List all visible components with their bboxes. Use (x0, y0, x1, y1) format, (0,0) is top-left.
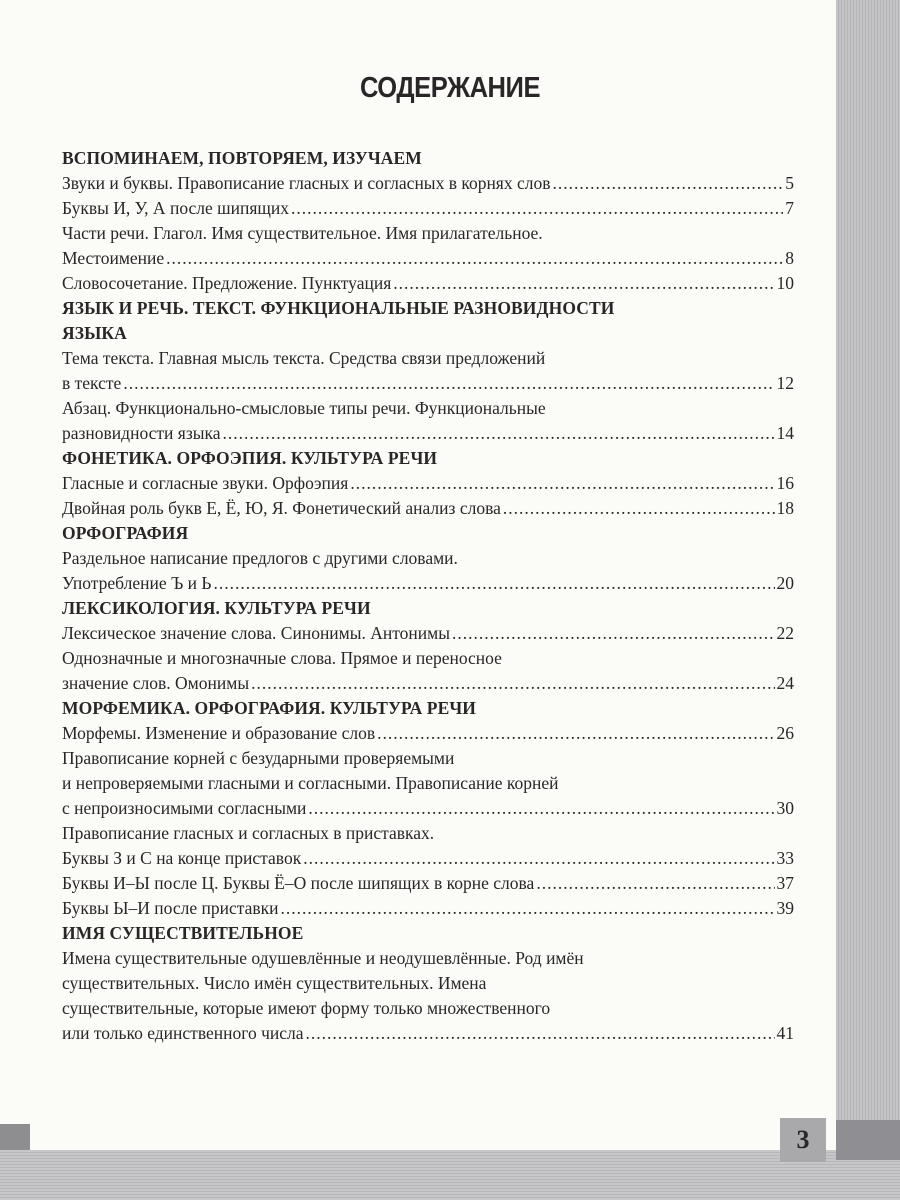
toc-entry-title: Словосочетание. Предложение. Пунктуация (62, 273, 392, 293)
dot-leader (308, 796, 774, 821)
toc-entry-title: с непроизносимыми согласными (62, 798, 307, 818)
toc-entry-title: Морфемы. Изменение и образование слов (62, 723, 376, 743)
dot-leader (251, 671, 774, 696)
toc-entry (62, 496, 794, 521)
dot-leader (306, 1021, 775, 1046)
page-edge-right (836, 0, 900, 1200)
toc-entry-page: 39 (776, 898, 794, 918)
dot-leader (393, 271, 774, 296)
toc-entry-line: Правописание корней с безударными проверяемыми (62, 748, 455, 768)
section-heading-line: ЯЗЫКА (62, 323, 127, 343)
page-number: 3 (780, 1118, 826, 1162)
toc-entry-title: Буквы И–Ы после Ц. Буквы Ё–О после шипящих в корне слова (62, 873, 535, 893)
toc-entry-last-line (62, 896, 794, 921)
toc-entry-last-line (62, 496, 794, 521)
toc-entry (62, 471, 794, 496)
toc-section (62, 596, 794, 696)
table-of-contents (62, 146, 794, 1046)
toc-entry-title: или только единственного числа (62, 1023, 304, 1043)
toc-entry-title: Лексическое значение слова. Синонимы. Антонимы (62, 623, 450, 643)
dot-leader (553, 171, 784, 196)
toc-entry-title: Буквы З и С на конце приставок (62, 848, 302, 868)
toc-section (62, 696, 794, 921)
toc-entry-page: 16 (776, 473, 794, 493)
toc-entry (62, 746, 794, 821)
toc-entry-last-line (62, 246, 794, 271)
toc-entry (62, 946, 794, 1046)
toc-entry-last-line (62, 421, 794, 446)
toc-entry-page: 18 (776, 498, 794, 518)
toc-entry-last-line (62, 271, 794, 296)
dot-leader (223, 421, 775, 446)
toc-entry-line: существительных. Число имён существительных. Имена (62, 973, 487, 993)
toc-entry-page: 5 (785, 173, 794, 193)
toc-entry-last-line (62, 846, 794, 871)
toc-entry-title: Звуки и буквы. Правописание гласных и согласных в корнях слов (62, 173, 551, 193)
dot-leader (350, 471, 774, 496)
page-title: СОДЕРЖАНИЕ (359, 72, 541, 104)
dot-leader (377, 721, 774, 746)
toc-entry-last-line (62, 1021, 794, 1046)
toc-entry-page: 33 (776, 848, 794, 868)
dot-leader (166, 246, 783, 271)
toc-entry-page: 12 (776, 373, 794, 393)
toc-entry (62, 821, 794, 871)
decorative-block-right (836, 1120, 900, 1160)
toc-entry-last-line (62, 796, 794, 821)
toc-entry-page: 22 (776, 623, 794, 643)
section-heading-line: МОРФЕМИКА. ОРФОГРАФИЯ. КУЛЬТУРА РЕЧИ (62, 698, 477, 718)
section-heading-line: ВСПОМИНАЕМ, ПОВТОРЯЕМ, ИЗУЧАЕМ (62, 148, 422, 168)
toc-entry-title: Буквы Ы–И после приставки (62, 898, 279, 918)
toc-entry-line: Раздельное написание предлогов с другими словами. (62, 548, 458, 568)
dot-leader (213, 571, 774, 596)
toc-entry-last-line (62, 171, 794, 196)
section-heading-line: ОРФОГРАФИЯ (62, 523, 189, 543)
toc-section (62, 446, 794, 521)
section-heading-line: ФОНЕТИКА. ОРФОЭПИЯ. КУЛЬТУРА РЕЧИ (62, 448, 438, 468)
toc-entry-page: 8 (785, 248, 794, 268)
toc-entry-title: Местоимение (62, 248, 165, 268)
toc-entry-page: 37 (776, 873, 794, 893)
section-heading (62, 596, 794, 621)
section-heading-line: ЛЕКСИКОЛОГИЯ. КУЛЬТУРА РЕЧИ (62, 598, 371, 618)
dot-leader (281, 896, 775, 921)
dot-leader (291, 196, 783, 221)
section-heading (62, 696, 794, 721)
toc-entry-page: 20 (776, 573, 794, 593)
toc-entry (62, 271, 794, 296)
toc-entry-line: Тема текста. Главная мысль текста. Средства связи предложений (62, 348, 546, 368)
toc-entry-page: 14 (776, 423, 794, 443)
toc-entry-line: Абзац. Функционально-смысловые типы речи. Функциональные (62, 398, 546, 418)
toc-entry (62, 721, 794, 746)
toc-entry (62, 196, 794, 221)
toc-entry-title: Употребление Ъ и Ь (62, 573, 212, 593)
toc-entry-page: 7 (785, 198, 794, 218)
toc-entry-page: 30 (776, 798, 794, 818)
toc-entry-title: Буквы И, У, А после шипящих (62, 198, 289, 218)
toc-entry (62, 621, 794, 646)
toc-entry-line: Имена существительные одушевлённые и неодушевлённые. Род имён (62, 948, 584, 968)
section-heading (62, 921, 794, 946)
section-heading-line: ИМЯ СУЩЕСТВИТЕЛЬНОЕ (62, 923, 304, 943)
toc-entry-title: разновидности языка (62, 423, 221, 443)
toc-section (62, 146, 794, 296)
toc-entry (62, 646, 794, 696)
toc-entry-page: 10 (776, 273, 794, 293)
page-edge-bottom (0, 1150, 900, 1200)
toc-entry-title: в тексте (62, 373, 122, 393)
section-heading (62, 146, 794, 171)
toc-entry-title: Двойная роль букв Е, Ё, Ю, Я. Фонетический анализ слова (62, 498, 501, 518)
toc-entry (62, 396, 794, 446)
section-heading (62, 521, 794, 546)
toc-entry-page: 24 (776, 673, 794, 693)
toc-section (62, 921, 794, 1046)
toc-entry-line: существительные, которые имеют форму только множественного (62, 998, 551, 1018)
dot-leader (536, 871, 774, 896)
toc-entry (62, 171, 794, 196)
decorative-block-left (0, 1124, 30, 1150)
toc-entry-last-line (62, 571, 794, 596)
toc-entry-page: 41 (776, 1023, 794, 1043)
toc-section (62, 296, 794, 446)
dot-leader (503, 496, 775, 521)
toc-entry-last-line (62, 196, 794, 221)
toc-entry-last-line (62, 471, 794, 496)
toc-entry-title: Гласные и согласные звуки. Орфоэпия (62, 473, 349, 493)
toc-entry (62, 871, 794, 896)
toc-entry-last-line (62, 671, 794, 696)
toc-entry-last-line (62, 621, 794, 646)
section-heading-line: ЯЗЫК И РЕЧЬ. ТЕКСТ. ФУНКЦИОНАЛЬНЫЕ РАЗНОВИДНОСТИ (62, 298, 615, 318)
toc-entry-page: 26 (776, 723, 794, 743)
toc-entry-last-line (62, 871, 794, 896)
toc-entry (62, 221, 794, 271)
toc-entry-last-line (62, 721, 794, 746)
toc-entry-line: Части речи. Глагол. Имя существительное. Имя прилагательное. (62, 223, 543, 243)
toc-section (62, 521, 794, 596)
section-heading (62, 446, 794, 471)
toc-entry-line: Правописание гласных и согласных в приставках. (62, 823, 435, 843)
dot-leader (452, 621, 775, 646)
section-heading (62, 296, 794, 346)
dot-leader (123, 371, 774, 396)
toc-entry-line: Однозначные и многозначные слова. Прямое и переносное (62, 648, 502, 668)
toc-entry (62, 896, 794, 921)
dot-leader (303, 846, 774, 871)
toc-entry (62, 546, 794, 596)
toc-entry-last-line (62, 371, 794, 396)
toc-entry-line: и непроверяемыми гласными и согласными. Правописание корней (62, 773, 559, 793)
toc-entry-title: значение слов. Омонимы (62, 673, 250, 693)
toc-entry (62, 346, 794, 396)
